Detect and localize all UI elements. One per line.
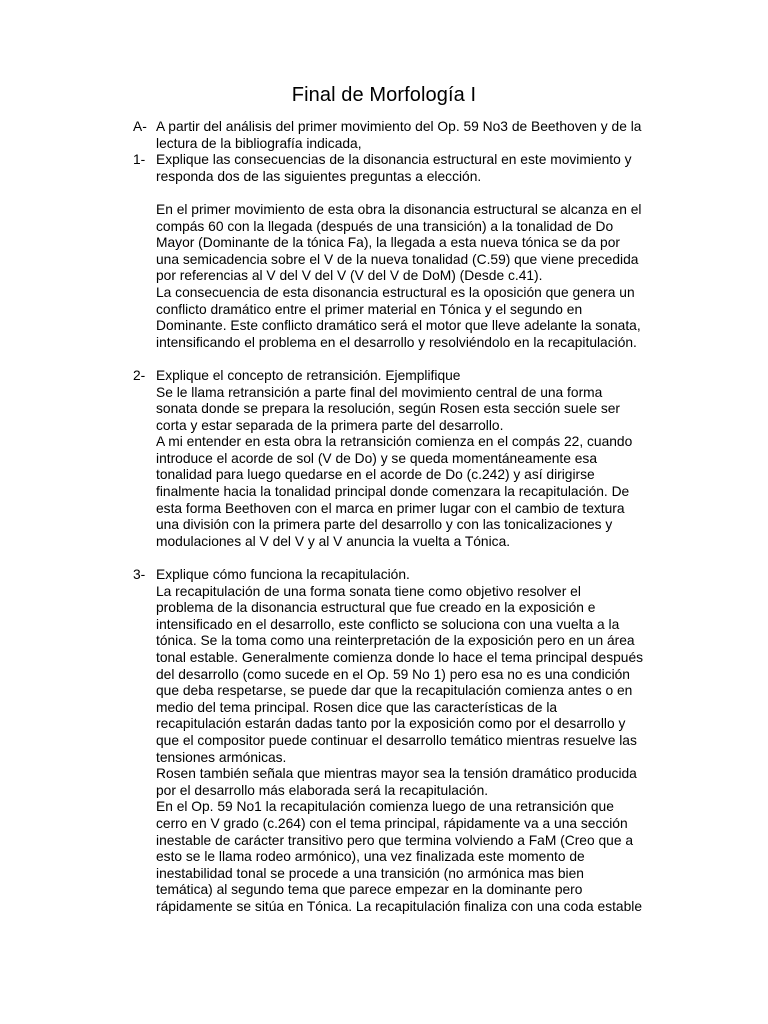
text-line: corta y estar separada de la primera parte del desarrollo. — [156, 417, 504, 433]
question-item — [133, 567, 665, 915]
text-line: Mayor (Dominante de la tónica Fa), la llegada a esta nueva tónica se da por — [156, 235, 620, 251]
text-line: del desarrollo (como sucede en el Op. 59 No 1) pero esa no es una condición — [156, 666, 630, 682]
text-line: intensificando el problema en el desarrollo y resolviéndolo en la recapitulación. — [156, 334, 637, 350]
text-line: por referencias al V del V del V (V del V de DoM) (Desde c.41). — [156, 268, 543, 284]
text-line: problema de la disonancia estructural que fue creado en la exposición e — [156, 600, 596, 616]
text-line: tonal estable. Generalmente comienza donde lo hace el tema principal después — [156, 650, 644, 665]
text-line: Explique cómo funciona la recapitulación. — [156, 567, 410, 583]
question-item — [133, 152, 665, 368]
item-text — [156, 119, 665, 152]
text-line: tensiones armónicas. — [156, 749, 287, 765]
item-label: 1- — [133, 152, 146, 168]
text-line: responda dos de las siguientes preguntas a elección. — [156, 168, 482, 184]
text-line: esto se le llama rodeo armónico), una vez finalizada este momento de — [156, 849, 585, 865]
text-line: compás 60 con la llegada (después de una transición) a la tonalidad de Do — [156, 218, 614, 234]
text-line — [156, 550, 665, 567]
item-label: A- — [133, 119, 147, 134]
text-line: Explique las consecuencias de la disonancia estructural en este movimiento y — [156, 152, 632, 168]
item-text — [156, 368, 665, 567]
text-line: sonata donde se prepara la resolución, según Rosen esta sección suele ser — [156, 401, 621, 417]
text-line: lectura de la bibliografía indicada, — [156, 135, 362, 151]
document-body — [133, 119, 665, 916]
document-title: Final de Morfología I — [291, 84, 477, 106]
text-line: La recapitulación de una forma sonata tiene como objetivo resolver el — [156, 583, 581, 599]
text-line: una semicadencia sobre el V de la nueva tonalidad (C.59) que viene precedida — [156, 251, 639, 267]
item-label: 2- — [133, 367, 146, 383]
text-line: que el compositor puede continuar el desarrollo temático mientras resuelve las — [156, 732, 637, 748]
text-line: finalmente hacia la tonalidad principal donde comenzara la recapitulación. De — [156, 484, 630, 500]
text-line: A partir del análisis del primer movimiento del Op. 59 No3 de Beethoven y de la — [156, 119, 642, 134]
text-line: A mi entender en esta obra la retransición comienza en el compás 22, cuando — [156, 434, 633, 450]
text-line: una división con la primera parte del desarrollo y con las tonicalizaciones y — [156, 517, 613, 533]
text-line: conflicto dramático entre el primer material en Tónica y el segundo en — [156, 301, 583, 317]
text-line: temática) al segundo tema que parece empezar en la dominante pero — [156, 882, 583, 898]
text-line: Se le llama retransición a parte final del movimiento central de una forma — [156, 384, 603, 400]
text-line: Rosen también señala que mientras mayor sea la tensión dramático producida — [156, 766, 637, 782]
text-line: inestabilidad tonal se procede a una transición (no armónica mas bien — [156, 865, 584, 881]
text-line: introduce el acorde de sol (V de Do) y se queda momentáneamente esa — [156, 450, 597, 466]
text-line: que deba respetarse, se puede dar que la recapitulación comienza antes o en — [156, 683, 633, 699]
item-text — [156, 152, 665, 368]
text-line: Explique el concepto de retransición. Ejemplifique — [156, 367, 461, 383]
question-item — [133, 119, 665, 152]
text-line: En el primer movimiento de esta obra la disonancia estructural se alcanza en el — [156, 201, 642, 217]
text-line: Dominante. Este conflicto dramático será el motor que lleve adelante la sonata, — [156, 318, 641, 334]
item-text — [156, 567, 665, 915]
text-line: recapitulación estarán dadas tanto por la exposición como por el desarrollo y — [156, 716, 626, 732]
text-line: En el Op. 59 No1 la recapitulación comienza luego de una retransición que — [156, 799, 614, 815]
text-line: rápidamente se sitúa en Tónica. La recapitulación finaliza con una coda estable — [156, 898, 643, 914]
item-label: 3- — [133, 567, 146, 583]
text-line: esta forma Beethoven con el marca en primer lugar con el cambio de textura — [156, 500, 625, 516]
question-item — [133, 368, 665, 567]
text-line: por el desarrollo más elaborada será la recapitulación. — [156, 782, 489, 798]
text-line — [156, 351, 665, 368]
text-line: cerro en V grado (c.264) con el tema principal, rápidamente va a una sección — [156, 815, 628, 831]
text-line: La consecuencia de esta disonancia estructural es la oposición que genera un — [156, 284, 635, 300]
text-line: tonalidad para luego quedarse en el acorde de Do (c.242) y así dirigirse — [156, 467, 595, 483]
text-line: intensificado en el desarrollo, este conflicto se soluciona con una vuelta a la — [156, 616, 620, 632]
text-line: modulaciones al V del V y al V anuncia la vuelta a Tónica. — [156, 533, 511, 549]
text-line: medio del tema principal. Rosen dice que las características de la — [156, 699, 558, 715]
text-line: inestable de carácter transitivo pero que termina volviendo a FaM (Creo que a — [156, 832, 634, 848]
text-line: tónica. Se la toma como una reinterpretación de la exposición pero en un área — [156, 633, 635, 649]
text-line — [156, 185, 665, 202]
